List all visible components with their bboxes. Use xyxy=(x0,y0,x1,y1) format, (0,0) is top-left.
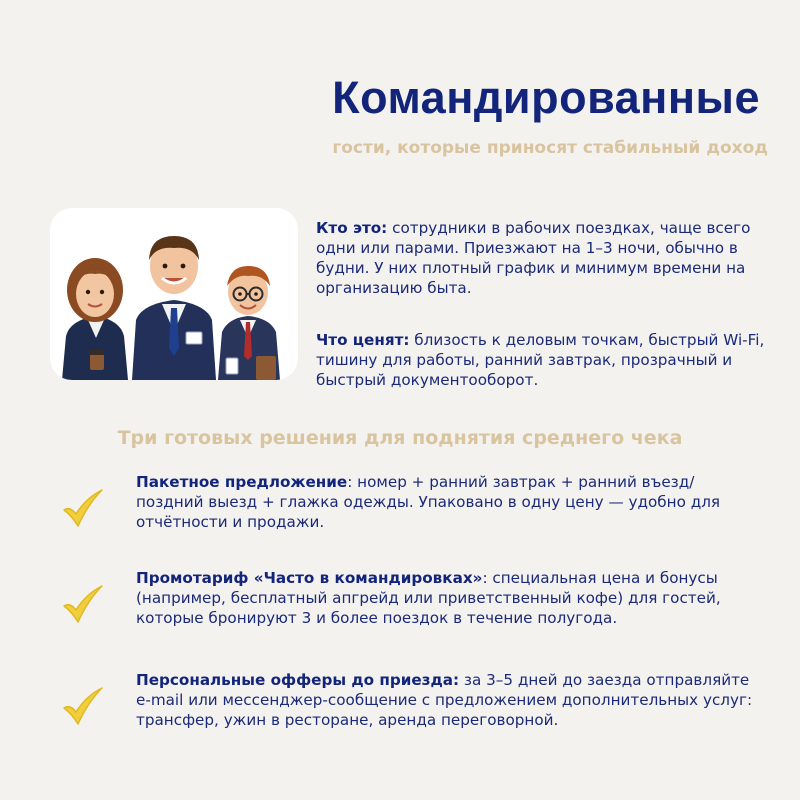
solution-title: Промотариф «Часто в командировках» xyxy=(136,569,483,587)
woman-figure xyxy=(62,258,128,380)
values-label: Что ценят: xyxy=(316,331,410,349)
checkmark-icon xyxy=(58,486,108,530)
man-figure xyxy=(132,236,216,380)
values-paragraph xyxy=(316,330,776,390)
who-text: сотрудники в рабочих поездках, чаще всего одни или парами. Приезжают на 1–3 ночи, обычно в будни. У них плотный график и минимум времени на организацию быта. xyxy=(316,219,751,297)
solution-title: Пакетное предложение xyxy=(136,473,348,491)
page-subtitle: гости, которые приносят стабильный доход xyxy=(332,138,768,158)
section-heading: Три готовых решения для поднятия среднего чека xyxy=(117,427,683,449)
page-title: Командированные xyxy=(332,72,760,123)
checkmark-icon xyxy=(58,582,108,626)
solution-item-package xyxy=(136,472,756,532)
solution-title: Персональные офферы до приезда: xyxy=(136,671,460,689)
who-label: Кто это: xyxy=(316,219,388,237)
solution-item-personal-offers xyxy=(136,670,756,730)
who-paragraph xyxy=(316,218,776,298)
solution-text: : номер + ранний завтрак + ранний въезд/поздний выезд + глажка одежды. Упаковано в одну цену — удобно для отчётности и продажи. xyxy=(136,473,721,531)
young-man-figure xyxy=(218,266,280,380)
solution-text: за 3–5 дней до заезда отправляйте e-mail или мессенджер-сообщение с предложением дополнительных услуг: трансфер, ужин в ресторане, аренда переговорной. xyxy=(136,671,753,729)
solution-text: : специальная цена и бонусы (например, бесплатный апгрейд или приветственный кофе) для гостей, которые бронируют 3 и более поездок в течение полугода. xyxy=(136,569,721,627)
business-travelers-illustration xyxy=(50,208,298,380)
solution-item-promo-rate xyxy=(136,568,756,628)
values-text: близость к деловым точкам, быстрый Wi‑Fi, тишину для работы, ранний завтрак, прозрачный и быстрый документооборот. xyxy=(316,331,765,389)
checkmark-icon xyxy=(58,684,108,728)
